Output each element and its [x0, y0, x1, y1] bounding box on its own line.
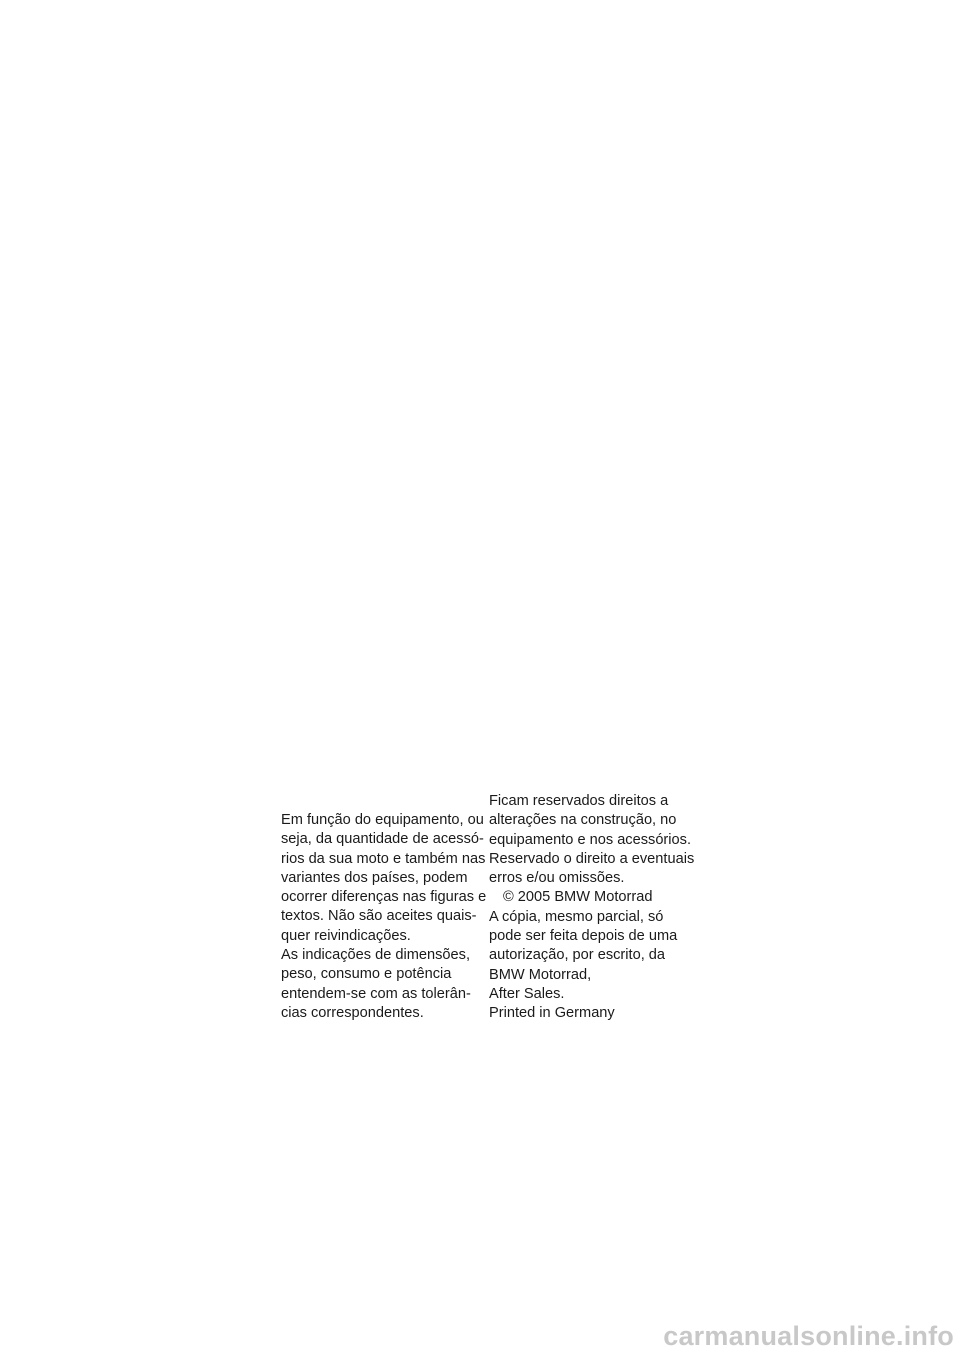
text-line: peso, consumo e potência [281, 966, 452, 983]
text-line: quer reivindicações. [281, 927, 411, 944]
text-line: rios da sua moto e também nas [281, 850, 486, 867]
text-line: ocorrer diferenças nas figuras e [281, 889, 487, 906]
text-line: A cópia, mesmo parcial, só [489, 908, 664, 925]
text-line: As indicações de dimensões, [281, 947, 471, 964]
text-line: erros e/ou omissões. [489, 870, 625, 887]
text-line: autorização, por escrito, da [489, 947, 666, 964]
text-line: BMW Motorrad, [489, 966, 592, 983]
text-line: Reservado o direito a eventuais [489, 850, 695, 867]
text-line: textos. Não são aceites quais- [281, 908, 477, 925]
disclaimer-text-block [281, 811, 486, 1023]
text-line: Em função do equipamento, ou [281, 812, 484, 828]
text-line: Ficam reservados direitos a [489, 793, 669, 809]
text-line: variantes dos países, podem [281, 869, 468, 886]
text-line: Printed in Germany [489, 1005, 615, 1022]
text-line: equipamento e nos acessórios. [489, 831, 692, 848]
text-line: alterações na construção, no [489, 812, 677, 829]
text-line: pode ser feita depois de uma [489, 928, 678, 945]
watermark-text: carmanualsonline.info [663, 1321, 954, 1351]
rights-text-block [489, 792, 694, 1024]
text-line: cias correspondentes. [281, 1004, 424, 1021]
text-line: entendem-se com as tolerân- [281, 985, 471, 1002]
copyright-line: © 2005 BMW Motorrad [503, 889, 653, 906]
text-line: seja, da quantidade de acessó- [281, 831, 484, 848]
text-line: After Sales. [489, 985, 565, 1002]
